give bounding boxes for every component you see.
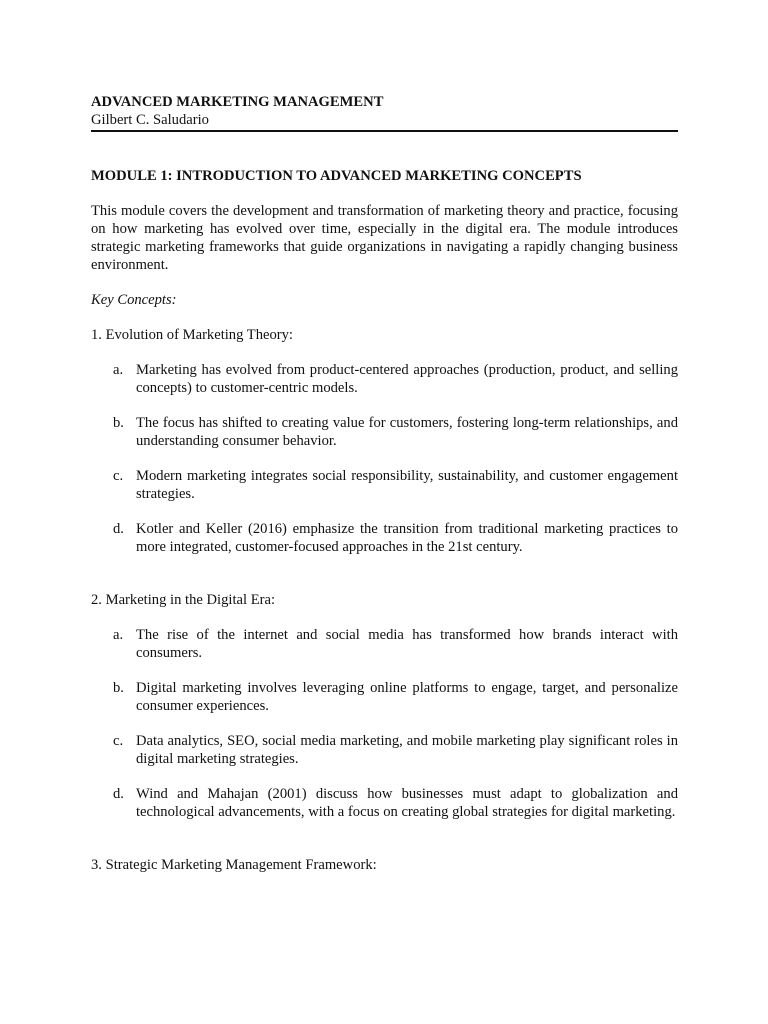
list-item [91,520,678,556]
list-marker: a. [113,362,124,378]
document-title: ADVANCED MARKETING MANAGEMENT [91,94,384,110]
list-item [91,467,678,503]
list-item-text: The rise of the internet and social media has transformed how brands interact with consumers. [136,627,678,661]
list-marker: d. [113,521,124,537]
list-item-text: The focus has shifted to creating value for customers, fostering long-term relationships, and understanding consumer behavior. [136,415,678,449]
module-title: MODULE 1: INTRODUCTION TO ADVANCED MARKETING CONCEPTS [91,168,582,184]
module-intro-paragraph: This module covers the development and transformation of marketing theory and practice, focusing on how marketing has evolved over time, especially in the digital era. The module introduces strategic marketing frameworks that guide organizations in navigating a rapidly changing business environment. [91,203,678,273]
header-divider [91,130,678,132]
list-item [91,361,678,397]
list-item-text: Kotler and Keller (2016) emphasize the transition from traditional marketing practices to more integrated, customer-focused approaches in the 21st century. [136,521,678,555]
document-author: Gilbert C. Saludario [91,112,209,128]
list-marker: b. [113,415,124,431]
section-list-digital-era [91,626,678,821]
list-item-text: Marketing has evolved from product-centered approaches (production, product, and selling concepts) to customer-centric models. [136,362,678,396]
section-heading-strategic-framework: 3. Strategic Marketing Management Framework: [91,857,377,873]
list-item-text: Modern marketing integrates social responsibility, sustainability, and customer engagement strategies. [136,468,678,502]
list-marker: c. [113,733,124,749]
list-marker: a. [113,627,124,643]
list-item-text: Digital marketing involves leveraging online platforms to engage, target, and personalize consumer experiences. [136,680,678,714]
section-list-evolution [91,361,678,556]
list-item [91,414,678,450]
key-concepts-label: Key Concepts: [91,292,177,308]
list-item [91,679,678,715]
section-heading-digital-era: 2. Marketing in the Digital Era: [91,592,275,608]
list-marker: d. [113,786,124,802]
list-item-text: Wind and Mahajan (2001) discuss how businesses must adapt to globalization and technological advancements, with a focus on creating global strategies for digital marketing. [136,786,678,820]
list-item-text: Data analytics, SEO, social media marketing, and mobile marketing play significant roles in digital marketing strategies. [136,733,678,767]
list-marker: b. [113,680,124,696]
list-item [91,626,678,662]
document-page [91,93,678,874]
list-marker: c. [113,468,124,484]
section-heading-evolution: 1. Evolution of Marketing Theory: [91,327,293,343]
list-item [91,732,678,768]
list-item [91,785,678,821]
